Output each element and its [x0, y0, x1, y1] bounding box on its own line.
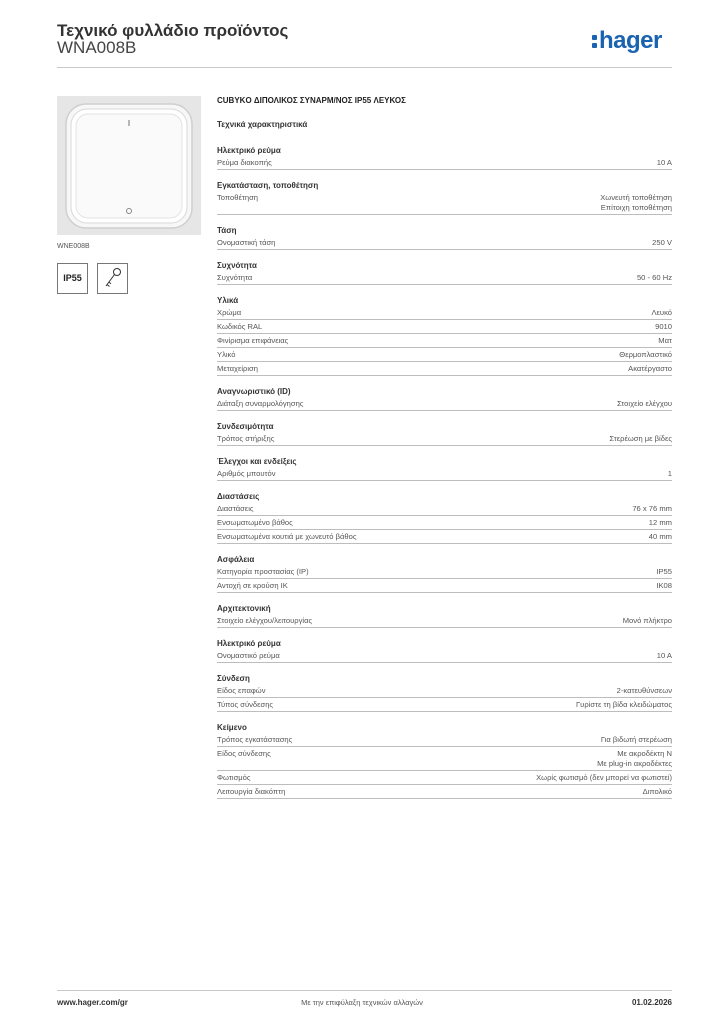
spec-value-line: Με plug-in ακροδέκτες — [597, 759, 672, 768]
header-divider — [57, 67, 672, 68]
section-title: Ηλεκτρικό ρεύμα — [217, 639, 281, 648]
spec-label: Αριθμός μπουτόν — [217, 469, 276, 478]
spec-value — [617, 399, 672, 409]
footer-note: Με την επιφύλαξη τεχνικών αλλαγών — [301, 998, 423, 1007]
spec-label: Λειτουργία διακόπτη — [217, 787, 286, 796]
spec-label: Τρόπος στήριξης — [217, 434, 275, 443]
spec-value — [536, 773, 672, 783]
spec-value — [619, 350, 672, 360]
spec-value — [628, 364, 672, 374]
spec-value-line: 1 — [667, 469, 672, 478]
spec-row — [217, 516, 672, 530]
spec-value-line: Μονό πλήκτρο — [622, 616, 672, 625]
spec-value-line: Γυρίστε τη βίδα κλειδώματος — [575, 700, 672, 709]
spec-row — [217, 771, 672, 785]
spec-row — [217, 614, 672, 628]
spec-value-line: Με ακροδέκτη N — [617, 749, 672, 758]
section-title: Έλεγχοι και ενδείξεις — [217, 457, 297, 466]
spec-label: Κατηγορία προστασίας (IP) — [217, 567, 309, 576]
spec-value-line: Χωρίς φωτισμό (δεν μπορεί να φωτιστεί) — [536, 773, 672, 782]
spec-row — [217, 565, 672, 579]
spec-label: Τοποθέτηση — [217, 193, 259, 202]
spec-value-line: 10 A — [656, 651, 672, 660]
spec-section — [217, 490, 672, 544]
spec-row — [217, 271, 672, 285]
spec-value — [656, 567, 672, 577]
spec-value-line: Λευκό — [651, 308, 672, 317]
spec-value — [657, 651, 672, 661]
spec-label: Τύπος σύνδεσης — [217, 700, 274, 709]
section-title: Σύνδεση — [217, 674, 250, 683]
spec-value — [643, 787, 672, 797]
spec-section — [217, 672, 672, 712]
spec-row — [217, 362, 672, 376]
spec-value — [668, 469, 672, 479]
spec-label: Είδος σύνδεσης — [217, 749, 271, 758]
hager-logo — [592, 28, 662, 54]
spec-label: Διάταξη συναρμολόγησης — [217, 399, 304, 408]
spec-value-line: 9010 — [655, 322, 672, 331]
spec-label: Μεταχείριση — [217, 364, 258, 373]
spec-label: Αντοχή σε κρούση IK — [217, 581, 288, 590]
spec-section — [217, 420, 672, 446]
spec-value — [600, 193, 672, 213]
spec-label: Φινίρισμα επιφάνειας — [217, 336, 289, 345]
spec-section — [217, 259, 672, 285]
spec-value-line: IP55 — [656, 567, 672, 576]
spec-value-line: Θερμοπλαστικό — [619, 350, 672, 359]
section-title: Ηλεκτρικό ρεύμα — [217, 146, 281, 155]
spec-label: Ρεύμα διακοπής — [217, 158, 272, 167]
spec-value-line: IK08 — [656, 581, 672, 590]
spec-row — [217, 530, 672, 544]
spec-value-line: Στερέωση με βίδες — [609, 434, 672, 443]
spec-label: Κωδικός RAL — [217, 322, 263, 331]
section-title: Εγκατάσταση, τοποθέτηση — [217, 181, 319, 190]
spec-row — [217, 649, 672, 663]
spec-row — [217, 502, 672, 516]
spec-section — [217, 294, 672, 376]
key-icon — [97, 263, 128, 294]
spec-row — [217, 348, 672, 362]
spec-value-line: Επίτοιχη τοποθέτηση — [600, 203, 672, 212]
ip55-badge: IP55 — [57, 263, 88, 294]
spec-row — [217, 684, 672, 698]
spec-value — [576, 700, 672, 710]
spec-value-line: Διπολικό — [642, 787, 672, 796]
spec-label: Είδος επαφών — [217, 686, 266, 695]
spec-value-line: 40 mm — [648, 532, 672, 541]
spec-section — [217, 602, 672, 628]
spec-row — [217, 467, 672, 481]
spec-value — [651, 308, 672, 318]
spec-row — [217, 334, 672, 348]
spec-value — [657, 158, 672, 168]
spec-label: Ονομαστική τάση — [217, 238, 276, 247]
spec-row — [217, 785, 672, 799]
technical-heading: Τεχνικά χαρακτηριστικά — [217, 120, 308, 129]
spec-value-line: 250 V — [652, 238, 672, 247]
spec-value — [656, 581, 672, 591]
spec-row — [217, 747, 672, 771]
product-title: CUBYKO ΔΙΠΟΛΙΚΟΣ ΣΥΝΑΡΜ/ΝΟΣ IP55 ΛΕΥΚΟΣ — [217, 96, 406, 105]
section-title: Αναγνωριστικό (ID) — [217, 387, 291, 396]
section-title: Διαστάσεις — [217, 492, 260, 501]
section-title: Συνδεσιμότητα — [217, 422, 274, 431]
spec-value-line: Στοιχείο ελέγχου — [616, 399, 672, 408]
spec-value-line: 2-κατευθύνσεων — [616, 686, 672, 695]
product-image — [57, 96, 201, 235]
spec-row — [217, 579, 672, 593]
spec-value — [658, 336, 672, 346]
spec-label: Χρώμα — [217, 308, 242, 317]
section-title: Αρχιτεκτονική — [217, 604, 271, 613]
spec-row — [217, 320, 672, 334]
spec-content — [217, 92, 672, 808]
footer-website: www.hager.com/gr — [57, 998, 128, 1007]
spec-section — [217, 179, 672, 215]
spec-value — [597, 749, 672, 769]
spec-label: Διαστάσεις — [217, 504, 254, 513]
spec-value-line: 50 - 60 Hz — [636, 273, 672, 282]
spec-row — [217, 236, 672, 250]
spec-label: Τρόπος εγκατάστασης — [217, 735, 293, 744]
spec-value — [649, 518, 672, 528]
section-title: Κείμενο — [217, 723, 247, 732]
spec-label: Ονομαστικό ρεύμα — [217, 651, 280, 660]
spec-section — [217, 553, 672, 593]
logo-dots-icon — [592, 28, 597, 54]
spec-section — [217, 637, 672, 663]
spec-row — [217, 156, 672, 170]
spec-value-line: Ακατέργαστο — [628, 364, 672, 373]
product-code: WNA008B — [57, 38, 137, 57]
spec-section — [217, 224, 672, 250]
spec-value — [609, 434, 672, 444]
spec-row — [217, 306, 672, 320]
spec-value — [632, 504, 672, 514]
spec-value — [655, 322, 672, 332]
image-caption: WNE008B — [57, 243, 90, 250]
spec-value — [637, 273, 672, 283]
spec-label: Συχνότητα — [217, 273, 253, 282]
spec-label: Στοιχείο ελέγχου/λειτουργίας — [217, 616, 313, 625]
document-title: Τεχνικό φυλλάδιο προϊόντος — [57, 21, 289, 40]
logo-text: hager — [599, 27, 662, 54]
section-title: Ασφάλεια — [217, 555, 255, 564]
spec-row — [217, 432, 672, 446]
spec-label: Ενσωματωμένα κουτιά με χωνευτό βάθος — [217, 532, 357, 541]
spec-sections — [217, 144, 672, 799]
spec-value — [601, 735, 672, 745]
spec-value-line: 12 mm — [648, 518, 672, 527]
spec-value-line: Χωνευτή τοποθέτηση — [600, 193, 672, 202]
spec-value-line: 10 A — [656, 158, 672, 167]
spec-label: Φωτισμός — [217, 773, 251, 782]
spec-row — [217, 191, 672, 215]
spec-section — [217, 385, 672, 411]
spec-value — [623, 616, 672, 626]
section-title: Τάση — [217, 226, 237, 235]
spec-value — [649, 532, 672, 542]
spec-row — [217, 397, 672, 411]
spec-row — [217, 733, 672, 747]
spec-row — [217, 698, 672, 712]
spec-value-line: Ματ — [658, 336, 672, 345]
spec-section — [217, 721, 672, 799]
section-title: Υλικά — [217, 296, 239, 305]
footer-date: 01.02.2026 — [631, 998, 672, 1007]
spec-section — [217, 144, 672, 170]
spec-value-line: Για βιδωτή στερέωση — [600, 735, 672, 744]
footer-divider — [57, 990, 672, 991]
spec-label: Υλικό — [217, 350, 236, 359]
spec-value — [617, 686, 672, 696]
section-title: Συχνότητα — [217, 261, 257, 270]
spec-section — [217, 455, 672, 481]
spec-value — [652, 238, 672, 248]
spec-value-line: 76 x 76 mm — [632, 504, 672, 513]
spec-label: Ενσωματωμένο βάθος — [217, 518, 293, 527]
